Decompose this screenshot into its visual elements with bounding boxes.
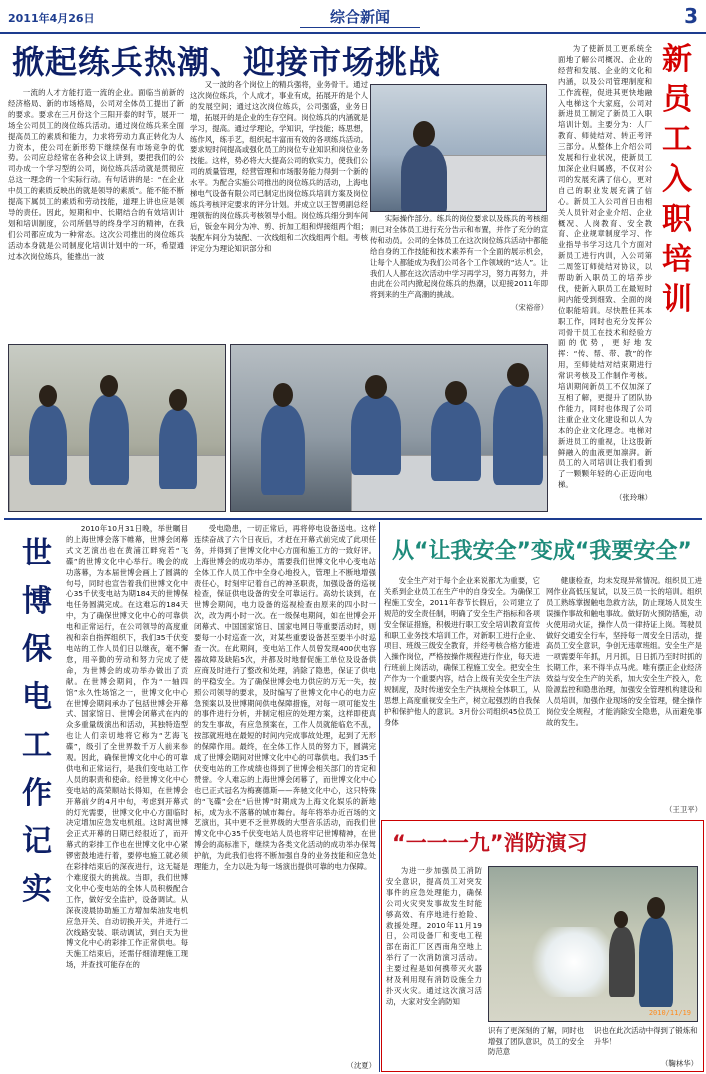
sidebar-title-char: 员 [662, 82, 692, 117]
sidebar-title-char: 工 [662, 122, 692, 157]
sidebar-title-char: 新 [662, 42, 692, 77]
article-new-staff [558, 44, 652, 514]
vertical-title-char: 电 [22, 680, 52, 715]
article-fire-drill [386, 866, 482, 1064]
vertical-title-char: 实 [22, 872, 52, 907]
article-training-col2 [190, 80, 368, 340]
photo-date-stamp: 2010/11/19 [648, 1009, 691, 1017]
vertical-title-char: 博 [22, 584, 52, 619]
article-training-col3 [370, 214, 548, 344]
sidebar-title-char: 职 [662, 202, 692, 237]
article-new-staff-text: 为了使新员工更系统全面地了解公司概况、企业的经营和发展、企业的文化和内涵，以及公司管理制度和工作流程，促进其更快地融入电梯这个大家庭，公司对新进员工制定了新员工入职培训计划。主要分为：人厂教育、师徒结对、转正考评三部分。从整体上介绍公司发展和行业状况，使新员工加深企业归属感，不仅对公司的发展充满了信心，更对自己的职业发展充满了信心。新员工入公司首日由相关人员针对企业介绍、企业概况、人岗教育、安全教育、企业规章制度学习、作业指导书学习这几个方面对新员工进行内训，入公司第二周签订师徒结对协议，以帮助新入职员工的培养步伐，使新入职员工在最短时间内能受到细致、全面的岗位职能培训。尽快胜任其本职工作，同时也充分发挥公司骨干员工在技术和经验方面的优势，更好地发挥：“传、帮、带、教”的作用，至师徒结对结束期进行常识考核及工作制作考核。培训期间新员工不仅加深了互相了解，更提升了团队协作能力，同时也体现了公司注重企业文化建设和以人为本的企业文化理念。电梯对新进员工的重视，让这股新鲜融入的血液更加凛湃。新员工的入司培训让我们看到了一颗颗年轻的心正迈向电梯。 [558, 44, 652, 490]
article-training-col3-text: 实际操作部分。练兵的岗位要求以及练兵的考核细则已对全体员工进行充分告示和布置，并作了充分的宣传和动员。公司的全体员工在这次岗位练兵活动中都能给自身的工作技能和技术素养有一个全面的展示机会，让每个人都能成为我们公司各个工作领域的“达人”。让我们人人都在这次活动中学习再学习，努力再努力，并由此在公司内掀起岗位练兵的热潮，以迎接2011年即将到来的生产高潮的挑战。 [370, 214, 548, 300]
photo-training-workshop [370, 84, 547, 212]
section-title: 综合新闻 [300, 6, 420, 28]
sidebar-title-char: 入 [662, 162, 692, 197]
article-expo-author: （沈夏） [346, 1061, 376, 1070]
section-divider [4, 518, 702, 520]
article-fire-drill-text: 为进一步加强员工消防安全意识，提高员工对突发事件的应急处理能力，确保公司火灾突发事故发生时能够高效、有序地进行抢险、救援处理。2010年11月19日，公司设备厂和变电工程部在南汇厂区西南角空地上举行了一次消防演习活动。主要过程是如何携带灭火器材及利用现有消防设施全力扑灭火灾。通过这次演习活动，大家对安全消防知 [386, 866, 482, 1006]
article-safety-col2-text: 健康检查，均未发现异常情况。组织员工进网作业高低压复试，以及三员一长的培训。组织员工熟练掌握触电急救方法，防止现场人员发生误操作事故和触电事故。做好防火预防措施，动火使用动火证，操作人员一律持证上岗。驾驶员做好交通安全行车，坚持每一周安全日活动，提高员工安全意识，争创无违章班组。安全生产是一项需要年年抓，月月抓，日日抓乃至时时抓的长期工作，来不得半点马虎。唯有摆正企业经济效益与安全生产的关系，加大安全生产投入，危险源监控和隐患治理，加强安全管理机构建设和人员培训，加强作业现场的安全管理，健全操作岗位安全规程，才能消除安全隐患，从而避免事故的发生。 [546, 576, 702, 727]
photo-fire-drill [488, 866, 698, 1022]
vertical-title-char: 记 [22, 824, 52, 859]
vertical-title-char: 作 [22, 776, 52, 811]
article-safety-col2 [546, 576, 702, 806]
article-headline-fire-drill: “一一一九”消防演习 [392, 831, 588, 855]
fire-drill-caption-right: 识也在此次活动中得到了锻炼和升华！ [594, 1026, 698, 1046]
article-expo-col2-text: 受电隐患，一切正常后，再将停电设备送电。这样连续奋战了六个日夜后，才赶在开幕式前完成了此项任务，并得到了世博文化中心方面和施工方的一致好评。上海世博会的成功举办，需要我们世博文化中心变电站全体工作人员工作中全身心地投入，管理上不断地增强责任心，时刻牢记着自己的神圣职责，加强设备的巡视检查，保证供电设备的安全可靠运行。高幼长谈到，在世博会期间，电力设备的巡视检查由原来的四小时一次，改为两小时一次。在一级保电期间，如在世博会开闭幕式、中国国家馆日、国家电网日等重要活动时，则要每一小时巡查一次，对某些重要设备甚至要半小时巡查一次。在此期间，变电站工作人员曾发现400伏电容器故障及缺陷5次，并都及时地督促施工单位及设备供应商及时进行了整改和处理，消除了隐患，保证了供电的平稳安全。为了确保世博会电力供应的万无一失，按照公司领导的要求，及时编写了世博文化中心的电力应急预案以及世博期间供电保障措施，对每一项可能发生的事件进行分析，并制定相应的处理方案，这样即使真的发生事故，有应急预案在，工作人员就能临危不乱，按部就班地在最短的时间内完成事故处理，起到了无形的保障作用。最终，在全体工作人员的努力下，圆满完成了世博会期间对世博文化中心的可靠供电。我们35千伏变电站的工作成绩也得到了世博会相关部门的肯定和赞誉。令人难忘的上海世博会闭幕了，而世博文化中心也已正式冠名为梅赛德斯——奔驰文化中心，这只特殊的“飞碟”会在“后世博”时期成为上海文化娱乐的新地标，成为永不落幕的城市舞台。每年将举办近百场的文艺演出，其中更不乏世界级的大型音乐活动，而我们世博文化中心35千伏变电站人员也将牢记世博精神，在世博会的高标准下，继续为各类文化活动的成功举办保驾护航，为此我们也将不断加强自身的业务技能和应急处理能力，全力以赴为每一场演出提供可靠的电力保障。 [194, 524, 376, 872]
article-training-author: （宋裕帝） [511, 303, 548, 313]
article-fire-drill-author: （鞠林华） [661, 1059, 698, 1068]
article-expo-col1 [8, 524, 188, 1072]
sidebar-title-new-staff [654, 40, 700, 320]
article-safety-col1 [384, 576, 540, 814]
article-training-col1-text: 一流的人才方能打造一流的企业。面临当前新的经济格局、新的市场格局，公司对全体员工提出了新的要求。要求在三月份这个三阳开泰的时节，展开一场全公司员工的岗位练兵活动。通过岗位练兵来全面提高员工的素质和能力，力求将劳动力真正转化为人力资本，使公司在新形势下继续保有市场竞争的优势。公司应总经常在各种会议上讲到，要把我们的公司办成一个学习型的公司，岗位练兵活动就是贯彻应总这一理念的一个实际行动。有句话讲的是：“在企业中员工的素质反映出的就是领导的素质”。能不能不断提高下属员工的素质和劳动技能，道理上讲也应是领导的责任。因此，短期和中、长期结合的有效培训计划和培训制度，公司所倡导的终身学习的精神，在我们公司都应成为一种常态。这次公司推出的岗位练兵活动本身就是公司制度化培训计划中的一环，希望通过本次岗位练兵，能推出一波 [8, 88, 184, 261]
article-headline-training: 掀起练兵热潮、迎接市场挑战 [12, 43, 442, 81]
page-number: 3 [684, 4, 698, 28]
photo-workers-group [8, 344, 226, 512]
issue-date: 2011年4月26日 [8, 12, 95, 25]
article-new-staff-author: （张玲琳） [615, 493, 652, 503]
article-headline-safety: 从“让我安全”变成“我要安全” [392, 539, 692, 564]
sidebar-title-char: 培 [662, 242, 692, 277]
sidebar-title-char: 训 [662, 282, 692, 317]
article-training-col2-text: 又一波的各个岗位上的精兵强将，业务骨干。通过这次岗位练兵，个人成才，事业有成，拓展开的是个人的发展空间；通过这次岗位练兵，公司强盛，业务日增，拓展开的是企业的生存空间。岗位练兵的内涵就是学习，提高。通过学理论，学知识，学技能；练思想，练作风，练手艺，组织起丰富而有效的各项练兵活动。要求短时间提高或强化员工的岗位专业知识和岗位业务技能。这样，势必将大大提高公司的软实力，使我们公司的质量管理，经营管理和市场服务能力得到一个新的水平。为配合实施公司推出的岗位练兵的活动，上海电梯电气设备有限公司已制定出岗位练兵培训方案及岗位练兵考核评定要求的评分计划。并成立以王智勇副总经理领衔的岗位练兵考核领导小组。岗位练兵细分到车间后，钣金车间分为冲、剪、折加工组和焊接组两个组；装配车间分为装配、一次线组和二次线组两个组。考核评定分为理论知识部分和 [190, 80, 368, 253]
photo-workers-inspection [230, 344, 548, 512]
column-divider [379, 522, 380, 1072]
vertical-title-char: 工 [22, 728, 52, 763]
article-training-col1 [8, 88, 184, 340]
page-header [0, 0, 706, 34]
article-expo-col1-text: 2010年10月31日晚，举世瞩目的上海世博会落下帷幕，世博会闭幕式文艺演出也在黄浦江畔宛若“飞碟”的世博文化中心举行。晚会的成功落幕，为本届世博会画上了圆满的句号，同时也宣告着我们世博文化中心35千伏变电站为期184天的世博保电任务圆满完成。在这难忘的184天中，为了确保世博文化中心的可靠供电和正常运行，在公司领导的高度重视和亲自指挥组织下，我们35千伏变电站的工作人员们日以继夜，毫不懈怠，用辛勤的劳动和努力完成了使命，为世博会的成功举办做出了贡献。在世博会期间，作为“一轴四馆”永久性场馆之一，世博文化中心在世博会期间承办了包括世博会开幕式、国家馆日、世博会闭幕式在内的众多重量级演出和活动，其独特造型也让人们亲切地将它称为“艺海飞碟”，级引了全世界数千万人前来参观。因此，确保世博文化中心的可靠供电和正常运行，是我们变电站工作人员的职责和使命。经世博文化中心变电站的高荣顺站长得知，在世博会开幕前夕的4月中旬，考虑到开幕式的灯光需要，世博文化中心方面临时决定增加应急发电机组。这时离世博会正式开幕的日期已经很近了，而开幕式的彩排工作也在世博文化中心紧锣密鼓地进行着，要停电施工就必须在彩排结束后的深夜进行，这无疑是个难度很大的挑战。当即，我们世博文化中心变电站的全体人员积极配合工作，做好安全监护，设备调试。从深夜凌晨协助施工方增加柴油发电机应急开关、自动切换开关，并进行二次线路安装、联动调试，到白天为世博文化中心的彩排工作正常供电。每天施工结束后，还需仔细清理施工现场，并查找可能存在的 [66, 524, 188, 970]
vertical-title-char: 世 [22, 536, 52, 571]
vertical-title-char: 保 [22, 632, 52, 667]
article-safety-author: （王卫平） [665, 805, 702, 814]
article-expo-col2 [194, 524, 376, 1060]
fire-drill-caption-left: 识有了更深刻的了解，同时也增强了团队意识，员工的安全防范意 [488, 1026, 585, 1056]
article-safety-col1-text: 安全生产对于每个企业来说都尤为重要，它关系到企业员工在生产中的自身安全。为确保工程施工安全，2011年春节长假后，公司建立了规范的安全责任制，明确了安全生产指标和各项安全保证措施，积极进行职工安全培训教育宣传和职工业务技术培训工作，对新职工进行企业、项目、班级三级安全教育，并经考核合格方能进入操作岗位，严格按操作规程进行作业，每天进行班前上岗活动，确保工程施工安全。把安全生产作为一个重要内容，结合上级有关安全生产法规制度，及时传递安全生产执规检全体职工，从思想上高度重视安全生产，树立起强烈的自我保护和保护他人的意识。3月份公司组织45位员工身体 [384, 576, 540, 727]
